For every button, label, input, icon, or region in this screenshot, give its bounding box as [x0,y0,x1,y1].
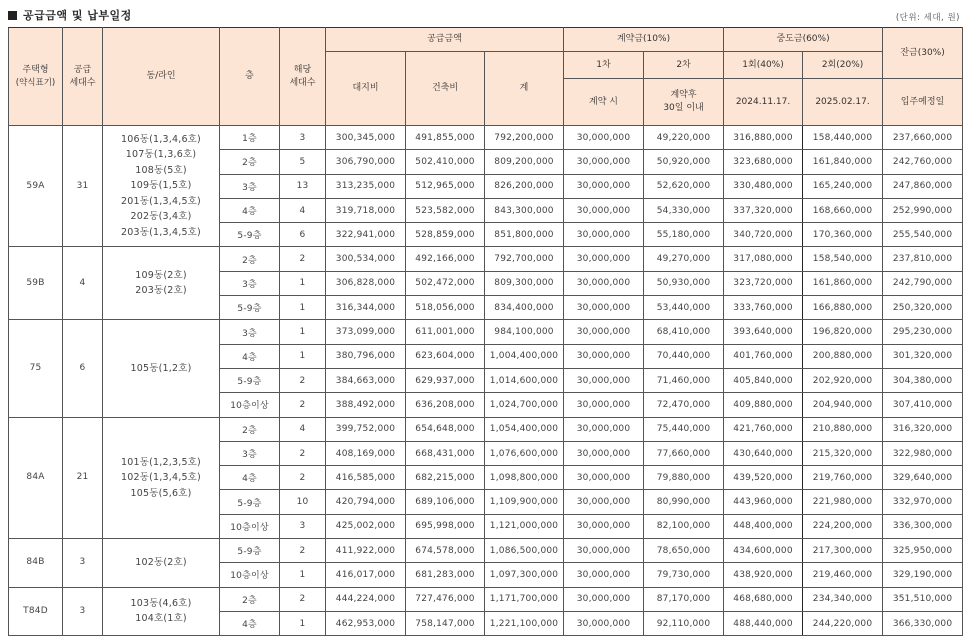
dong-line-item: 107동(1,3,6호) [125,149,197,161]
cell-deposit1: 30,000,000 [564,247,644,271]
cell-deposit1: 30,000,000 [564,393,644,417]
cell-supply-units: 31 [63,126,103,247]
header-price-group: 공급금액 [326,28,564,52]
cell-total: 1,171,700,000 [485,587,564,611]
price-schedule-table [8,27,963,636]
cell-total: 809,300,000 [485,271,564,295]
cell-building: 611,001,000 [406,320,485,344]
cell-deposit2: 72,470,000 [644,393,724,417]
cell-building: 528,859,000 [406,223,485,247]
cell-total: 1,014,600,000 [485,368,564,392]
cell-units: 5 [280,150,326,174]
cell-total: 1,024,700,000 [485,393,564,417]
cell-total: 843,300,000 [485,198,564,222]
cell-mid1: 330,480,000 [724,174,803,198]
cell-type: 84A [9,417,63,538]
cell-deposit2: 80,990,000 [644,490,724,514]
cell-deposit2: 54,330,000 [644,198,724,222]
cell-floor: 4층 [220,198,280,222]
cell-units: 2 [280,466,326,490]
cell-units: 6 [280,223,326,247]
table-body [9,126,963,636]
header-mid1-date: 2024.11.17. [724,79,803,126]
cell-floor: 1층 [220,126,280,150]
cell-floor: 5-9층 [220,296,280,320]
cell-deposit1: 30,000,000 [564,174,644,198]
cell-deposit2: 50,920,000 [644,150,724,174]
cell-land: 420,794,000 [326,490,406,514]
section-title [8,7,132,23]
cell-deposit1: 30,000,000 [564,539,644,563]
cell-deposit1: 30,000,000 [564,368,644,392]
cell-land: 306,790,000 [326,150,406,174]
cell-balance: 329,190,000 [883,563,963,587]
cell-mid1: 443,960,000 [724,490,803,514]
cell-deposit2: 49,220,000 [644,126,724,150]
dong-line-item: 203동(2호) [135,285,187,297]
cell-deposit1: 30,000,000 [564,271,644,295]
cell-deposit1: 30,000,000 [564,320,644,344]
cell-floor: 4층 [220,611,280,635]
cell-dong-line [103,587,220,636]
cell-land: 322,941,000 [326,223,406,247]
dong-line-item: 102동(1,3,4,5호) [121,472,201,484]
cell-balance: 247,860,000 [883,174,963,198]
cell-land: 416,017,000 [326,563,406,587]
cell-type: 59A [9,126,63,247]
cell-dong-line [103,247,220,320]
dong-line-item: 109동(1,5호) [130,180,192,192]
cell-total: 826,200,000 [485,174,564,198]
header-land: 대지비 [326,52,406,126]
cell-land: 388,492,000 [326,393,406,417]
cell-mid2: 219,460,000 [803,563,883,587]
dong-line-item: 201동(1,3,4,5호) [121,195,201,207]
dong-line-item: 203동(1,3,4,5호) [121,226,201,238]
cell-mid1: 337,320,000 [724,198,803,222]
cell-mid2: 168,660,000 [803,198,883,222]
cell-floor: 5-9층 [220,223,280,247]
cell-building: 636,208,000 [406,393,485,417]
cell-balance: 325,950,000 [883,539,963,563]
cell-floor: 2층 [220,150,280,174]
header-supply-units: 공급 세대수 [63,28,103,126]
cell-floor: 3층 [220,441,280,465]
cell-mid2: 234,340,000 [803,587,883,611]
cell-total: 1,109,900,000 [485,490,564,514]
cell-deposit1: 30,000,000 [564,466,644,490]
cell-deposit2: 55,180,000 [644,223,724,247]
cell-units: 10 [280,490,326,514]
header-deposit1: 1차 [564,52,644,79]
cell-deposit2: 52,620,000 [644,174,724,198]
cell-land: 411,922,000 [326,539,406,563]
cell-building: 512,965,000 [406,174,485,198]
header-type: 주택형 (약식표기) [9,28,63,126]
cell-total: 792,700,000 [485,247,564,271]
cell-land: 399,752,000 [326,417,406,441]
cell-building: 674,578,000 [406,539,485,563]
cell-mid1: 488,440,000 [724,611,803,635]
cell-floor: 3층 [220,320,280,344]
cell-balance: 316,320,000 [883,417,963,441]
cell-units: 1 [280,611,326,635]
cell-balance: 295,230,000 [883,320,963,344]
cell-balance: 255,540,000 [883,223,963,247]
cell-deposit1: 30,000,000 [564,417,644,441]
table-header [9,28,963,126]
cell-units: 1 [280,320,326,344]
header-deposit2-when: 계약후 30일 이내 [644,79,724,126]
cell-units: 1 [280,563,326,587]
cell-floor: 5-9층 [220,539,280,563]
cell-balance: 252,990,000 [883,198,963,222]
cell-land: 425,002,000 [326,514,406,538]
cell-deposit1: 30,000,000 [564,563,644,587]
header-floor: 층 [220,28,280,126]
cell-type: 75 [9,320,63,417]
cell-units: 2 [280,441,326,465]
dong-line-item: 109동(2호) [135,269,187,281]
cell-floor: 5-9층 [220,490,280,514]
cell-deposit2: 70,440,000 [644,344,724,368]
cell-total: 1,121,000,000 [485,514,564,538]
cell-floor: 10층이상 [220,514,280,538]
cell-floor: 2층 [220,587,280,611]
cell-units: 13 [280,174,326,198]
cell-mid1: 401,760,000 [724,344,803,368]
cell-mid1: 409,880,000 [724,393,803,417]
table-row [9,539,963,563]
dong-line-item: 105동(1,2호) [130,362,192,374]
header-total: 계 [485,52,564,126]
cell-mid2: 161,840,000 [803,150,883,174]
cell-units: 2 [280,247,326,271]
cell-balance: 336,300,000 [883,514,963,538]
cell-type: 84B [9,539,63,588]
cell-land: 444,224,000 [326,587,406,611]
cell-mid1: 421,760,000 [724,417,803,441]
cell-mid2: 166,880,000 [803,296,883,320]
cell-supply-units: 4 [63,247,103,320]
cell-total: 1,076,600,000 [485,441,564,465]
table-row [9,247,963,271]
cell-floor: 2층 [220,417,280,441]
cell-deposit1: 30,000,000 [564,223,644,247]
cell-land: 380,796,000 [326,344,406,368]
cell-deposit2: 75,440,000 [644,417,724,441]
cell-land: 300,534,000 [326,247,406,271]
unit-note: (단위: 세대, 원) [895,13,960,23]
cell-land: 373,099,000 [326,320,406,344]
cell-units: 4 [280,198,326,222]
cell-deposit1: 30,000,000 [564,126,644,150]
cell-dong-line [103,539,220,588]
header-deposit1-when: 계약 시 [564,79,644,126]
square-bullet-icon [8,11,17,20]
header-units: 해당 세대수 [280,28,326,126]
cell-deposit2: 68,410,000 [644,320,724,344]
table-row [9,417,963,441]
cell-deposit2: 92,110,000 [644,611,724,635]
cell-land: 313,235,000 [326,174,406,198]
cell-building: 518,056,000 [406,296,485,320]
cell-total: 1,221,100,000 [485,611,564,635]
cell-mid2: 204,940,000 [803,393,883,417]
cell-land: 416,585,000 [326,466,406,490]
cell-total: 1,054,400,000 [485,417,564,441]
cell-floor: 10층이상 [220,393,280,417]
cell-balance: 242,790,000 [883,271,963,295]
cell-deposit2: 79,880,000 [644,466,724,490]
cell-balance: 322,980,000 [883,441,963,465]
cell-dong-line [103,126,220,247]
cell-deposit1: 30,000,000 [564,514,644,538]
cell-mid1: 434,600,000 [724,539,803,563]
cell-total: 1,097,300,000 [485,563,564,587]
cell-deposit2: 53,440,000 [644,296,724,320]
cell-balance: 307,410,000 [883,393,963,417]
cell-mid1: 317,080,000 [724,247,803,271]
cell-total: 1,004,400,000 [485,344,564,368]
cell-building: 695,998,000 [406,514,485,538]
cell-land: 300,345,000 [326,126,406,150]
cell-units: 1 [280,271,326,295]
cell-deposit1: 30,000,000 [564,587,644,611]
cell-balance: 332,970,000 [883,490,963,514]
table-row [9,587,963,611]
cell-balance: 242,760,000 [883,150,963,174]
cell-units: 1 [280,296,326,320]
cell-units: 3 [280,514,326,538]
cell-mid1: 439,520,000 [724,466,803,490]
cell-total: 1,086,500,000 [485,539,564,563]
cell-building: 727,476,000 [406,587,485,611]
table-row [9,126,963,150]
cell-mid2: 200,880,000 [803,344,883,368]
dong-line-item: 104호(1호) [135,613,187,625]
cell-building: 491,855,000 [406,126,485,150]
cell-dong-line [103,320,220,417]
cell-units: 2 [280,587,326,611]
header-deposit2: 2차 [644,52,724,79]
cell-dong-line [103,417,220,538]
cell-mid2: 224,200,000 [803,514,883,538]
cell-mid1: 333,760,000 [724,296,803,320]
cell-land: 319,718,000 [326,198,406,222]
cell-type: T84D [9,587,63,636]
cell-deposit2: 78,650,000 [644,539,724,563]
cell-land: 384,663,000 [326,368,406,392]
cell-floor: 3층 [220,271,280,295]
cell-building: 492,166,000 [406,247,485,271]
section-title-text: 공급금액 및 납부일정 [23,9,132,22]
header-mid1: 1회(40%) [724,52,803,79]
cell-deposit2: 49,270,000 [644,247,724,271]
cell-mid1: 340,720,000 [724,223,803,247]
cell-land: 462,953,000 [326,611,406,635]
cell-deposit1: 30,000,000 [564,441,644,465]
cell-floor: 4층 [220,344,280,368]
cell-mid1: 448,400,000 [724,514,803,538]
cell-building: 523,582,000 [406,198,485,222]
cell-floor: 4층 [220,466,280,490]
header-deposit-group: 계약금(10%) [564,28,724,52]
cell-mid1: 393,640,000 [724,320,803,344]
cell-total: 1,098,800,000 [485,466,564,490]
cell-deposit1: 30,000,000 [564,198,644,222]
cell-units: 2 [280,539,326,563]
dong-line-item: 106동(1,3,4,6호) [121,133,201,145]
header-mid2-date: 2025.02.17. [803,79,883,126]
cell-mid2: 221,980,000 [803,490,883,514]
cell-mid2: 215,320,000 [803,441,883,465]
cell-balance: 329,640,000 [883,466,963,490]
cell-floor: 5-9층 [220,368,280,392]
cell-deposit1: 30,000,000 [564,150,644,174]
cell-mid1: 405,840,000 [724,368,803,392]
cell-building: 629,937,000 [406,368,485,392]
cell-mid2: 165,240,000 [803,174,883,198]
cell-building: 682,215,000 [406,466,485,490]
cell-building: 623,604,000 [406,344,485,368]
cell-total: 851,800,000 [485,223,564,247]
cell-mid2: 244,220,000 [803,611,883,635]
cell-total: 809,200,000 [485,150,564,174]
header-mid2: 2회(20%) [803,52,883,79]
cell-deposit1: 30,000,000 [564,296,644,320]
dong-line-item: 108동(5호) [135,164,187,176]
cell-mid2: 170,360,000 [803,223,883,247]
cell-units: 1 [280,344,326,368]
header-balance: 잔금(30%) [883,28,963,79]
cell-mid2: 219,760,000 [803,466,883,490]
cell-mid2: 217,300,000 [803,539,883,563]
cell-building: 758,147,000 [406,611,485,635]
cell-total: 792,200,000 [485,126,564,150]
cell-land: 306,828,000 [326,271,406,295]
cell-balance: 351,510,000 [883,587,963,611]
cell-mid2: 161,860,000 [803,271,883,295]
cell-deposit2: 79,730,000 [644,563,724,587]
cell-balance: 366,330,000 [883,611,963,635]
cell-floor: 2층 [220,247,280,271]
cell-supply-units: 6 [63,320,103,417]
cell-balance: 304,380,000 [883,368,963,392]
header-mid-group: 중도금(60%) [724,28,883,52]
cell-balance: 237,810,000 [883,247,963,271]
cell-supply-units: 21 [63,417,103,538]
cell-mid2: 158,540,000 [803,247,883,271]
cell-mid2: 158,440,000 [803,126,883,150]
cell-deposit1: 30,000,000 [564,344,644,368]
cell-mid1: 468,680,000 [724,587,803,611]
cell-mid1: 438,920,000 [724,563,803,587]
cell-mid2: 210,880,000 [803,417,883,441]
cell-deposit2: 77,660,000 [644,441,724,465]
cell-mid1: 316,880,000 [724,126,803,150]
dong-line-item: 102동(2호) [135,557,187,569]
cell-land: 408,169,000 [326,441,406,465]
dong-line-item: 103동(4,6호) [130,597,192,609]
cell-land: 316,344,000 [326,296,406,320]
dong-line-item: 202동(3,4호) [130,211,192,223]
header-building: 건축비 [406,52,485,126]
cell-units: 3 [280,126,326,150]
cell-mid1: 323,680,000 [724,150,803,174]
cell-balance: 250,320,000 [883,296,963,320]
header-dong-line: 동/라인 [103,28,220,126]
cell-supply-units: 3 [63,587,103,636]
cell-deposit1: 30,000,000 [564,490,644,514]
cell-deposit2: 71,460,000 [644,368,724,392]
cell-building: 502,410,000 [406,150,485,174]
cell-floor: 3층 [220,174,280,198]
cell-total: 834,400,000 [485,296,564,320]
cell-building: 654,648,000 [406,417,485,441]
cell-mid2: 196,820,000 [803,320,883,344]
cell-deposit2: 50,930,000 [644,271,724,295]
dong-line-item: 101동(1,2,3,5호) [121,456,201,468]
cell-building: 681,283,000 [406,563,485,587]
cell-building: 689,106,000 [406,490,485,514]
cell-units: 4 [280,417,326,441]
cell-mid2: 202,920,000 [803,368,883,392]
dong-line-item: 105동(5,6호) [130,487,192,499]
cell-type: 59B [9,247,63,320]
cell-deposit2: 87,170,000 [644,587,724,611]
cell-floor: 10층이상 [220,563,280,587]
cell-units: 2 [280,368,326,392]
table-row [9,320,963,344]
cell-units: 2 [280,393,326,417]
cell-deposit1: 30,000,000 [564,611,644,635]
cell-mid1: 323,720,000 [724,271,803,295]
header-balance-when: 입주예정일 [883,79,963,126]
cell-balance: 237,660,000 [883,126,963,150]
cell-mid1: 430,640,000 [724,441,803,465]
cell-building: 668,431,000 [406,441,485,465]
cell-total: 984,100,000 [485,320,564,344]
cell-balance: 301,320,000 [883,344,963,368]
cell-supply-units: 3 [63,539,103,588]
cell-deposit2: 82,100,000 [644,514,724,538]
cell-building: 502,472,000 [406,271,485,295]
